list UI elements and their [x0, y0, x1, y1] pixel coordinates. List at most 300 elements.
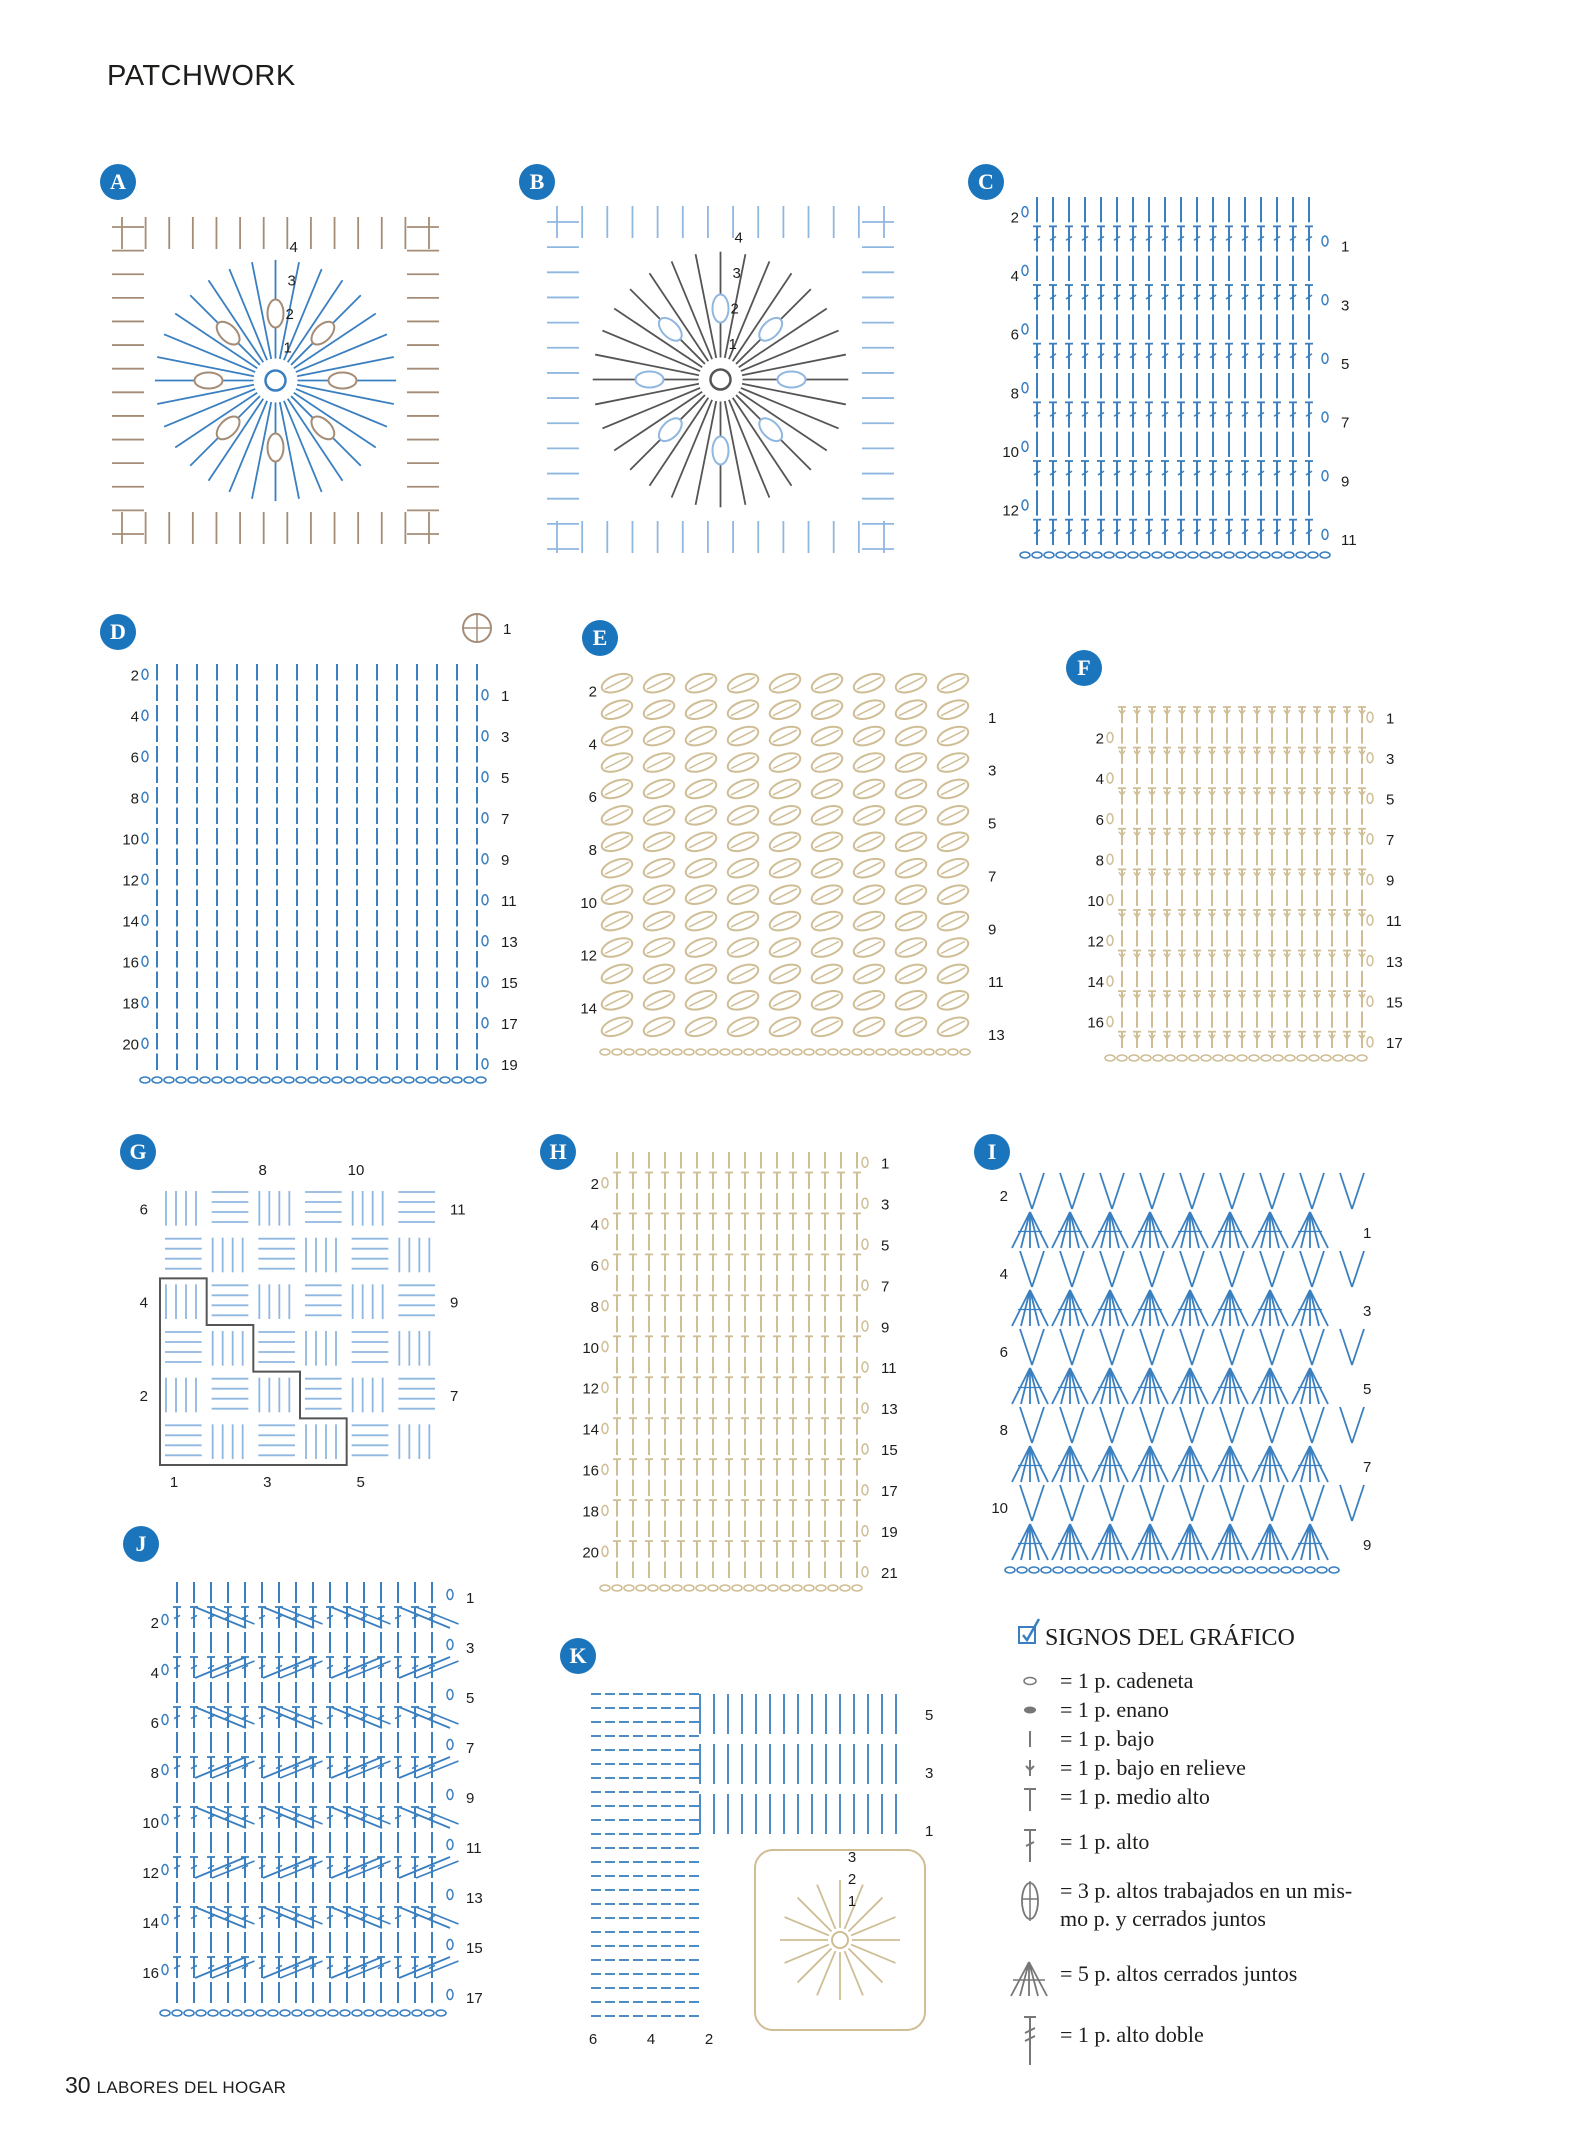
cluster-leg [1012, 1212, 1030, 1248]
diagram-k [565, 1680, 945, 2050]
cluster-leg [1141, 1524, 1150, 1560]
v-stitch [1272, 1407, 1284, 1443]
cluster-leg [1030, 1290, 1048, 1326]
cluster-leg [1061, 1368, 1070, 1404]
cluster-leg [1150, 1368, 1168, 1404]
cluster-leg [1261, 1368, 1270, 1404]
cross-stitch [348, 1861, 391, 1878]
diagram-badge-d: D [100, 614, 136, 650]
chain-stitch [1080, 552, 1090, 558]
cluster-leg [1141, 1212, 1150, 1248]
row-number-left: 2 [590, 1175, 599, 1193]
row-number-left: 8 [590, 1298, 599, 1316]
row-number-left: 6 [999, 1344, 1008, 1361]
row-number-right: 3 [1363, 1303, 1372, 1320]
stitch-row [613, 1377, 861, 1393]
round-label: 3 [847, 1849, 857, 1866]
turning-chain [1322, 295, 1328, 305]
cluster-leg [1310, 1212, 1328, 1248]
v-stitch [1260, 1407, 1272, 1443]
cluster-leg [1150, 1212, 1168, 1248]
row-number-left: 6 [139, 1201, 148, 1219]
chain-stitch [328, 2010, 338, 2016]
block-cell [212, 1192, 249, 1222]
bottom-label: 6 [588, 2031, 598, 2048]
row-number-right: 7 [501, 811, 510, 828]
round-label: 4 [289, 238, 298, 256]
puff-row [599, 882, 971, 908]
turning-chain [1367, 956, 1373, 966]
block-cell [305, 1285, 342, 1315]
puff-row [599, 961, 971, 987]
cluster-leg [1230, 1446, 1248, 1482]
chain-stitch [1137, 1567, 1147, 1573]
v-stitch [1032, 1251, 1044, 1287]
block-cell [165, 1239, 202, 1269]
turning-chain [142, 874, 148, 884]
cluster-leg [1261, 1212, 1270, 1248]
cross-stitch [348, 1761, 391, 1778]
chain-stitch [708, 1049, 718, 1055]
cluster-leg [1181, 1524, 1190, 1560]
cluster-leg [1092, 1212, 1110, 1248]
block-cell [212, 1379, 249, 1409]
v-stitch [1020, 1329, 1032, 1365]
cluster-leg [1030, 1290, 1039, 1326]
turning-chain [1367, 793, 1373, 803]
row-number-right: 5 [988, 815, 997, 833]
cluster-leg [1310, 1446, 1319, 1482]
v-stitch [1180, 1173, 1192, 1209]
puff-stitch [713, 437, 729, 465]
row-number-left: 6 [130, 749, 139, 767]
crossed-stitches [195, 1707, 459, 1728]
diagram-d [105, 612, 535, 1092]
v-stitch [1300, 1485, 1312, 1521]
stitch-row [1037, 197, 1309, 222]
cluster-leg [1190, 1368, 1199, 1404]
turning-chain [482, 690, 488, 700]
puff-row [599, 908, 971, 934]
v-stitch [1112, 1251, 1124, 1287]
turning-chain [142, 833, 148, 843]
row-number-right: 9 [1363, 1537, 1372, 1554]
chain-stitch [780, 1049, 790, 1055]
v-stitch [1112, 1173, 1124, 1209]
cluster-leg [1270, 1524, 1279, 1560]
chain-stitch [1177, 1055, 1187, 1061]
stitch-row [177, 1882, 432, 1903]
row-number-left: 16 [582, 1462, 599, 1480]
cluster-leg [1252, 1212, 1270, 1248]
stitch-row [157, 951, 477, 968]
chain-stitch [244, 2010, 254, 2016]
row-number-left: 18 [582, 1503, 599, 1521]
cluster-leg [1021, 1446, 1030, 1482]
chain-stitch [636, 1049, 646, 1055]
v-stitch [1272, 1251, 1284, 1287]
row-number-right: 7 [1386, 832, 1395, 850]
cluster-leg [1030, 1212, 1039, 1248]
chain-stitch [440, 1077, 450, 1083]
cross-stitch [212, 1661, 255, 1678]
cluster-leg [1190, 1446, 1199, 1482]
block-cell [399, 1331, 429, 1366]
stitch-post [296, 334, 387, 372]
turning-chain [447, 1740, 453, 1750]
row-number-left: 6 [590, 1257, 599, 1275]
stitch-row [1118, 707, 1366, 723]
chain-stitch [416, 1077, 426, 1083]
turning-chain [862, 1321, 868, 1331]
chain-stitch [260, 1077, 270, 1083]
row-number-right: 11 [881, 1360, 897, 1378]
cluster-leg [1110, 1290, 1119, 1326]
cluster-leg [1310, 1524, 1328, 1560]
chain-stitch [1189, 1055, 1199, 1061]
round-label: 4 [734, 229, 743, 247]
row-number-left: 10 [582, 1339, 599, 1357]
row-number-left: 2 [1010, 209, 1019, 227]
turning-chain [1107, 814, 1113, 824]
five-dc-together-symbol-icon [1007, 1960, 1052, 2000]
row-number-right: 3 [501, 729, 510, 746]
cluster-leg [1221, 1290, 1230, 1326]
stitch-row [157, 746, 477, 763]
stitch-row [617, 1152, 857, 1168]
chain-stitch [1248, 552, 1258, 558]
block-cell [352, 1239, 389, 1269]
row-number-right: 1 [925, 1823, 934, 1840]
cluster-leg [1181, 1446, 1190, 1482]
cross-stitch [212, 1807, 255, 1824]
cross-stitch [416, 1907, 459, 1924]
cluster-leg [1132, 1212, 1150, 1248]
chain-stitch [1116, 552, 1126, 558]
chain-stitch [160, 2010, 170, 2016]
block-cell [259, 1378, 289, 1413]
cross-stitch [280, 1761, 323, 1778]
page-title: PATCHWORK [107, 60, 296, 92]
chain-stitch [364, 2010, 374, 2016]
chain-stitch [1269, 1567, 1279, 1573]
chain-stitch [648, 1049, 658, 1055]
chain-stitch [1320, 552, 1330, 558]
chain-stitch [344, 1077, 354, 1083]
cluster-leg [1301, 1524, 1310, 1560]
block-cell [213, 1331, 243, 1366]
row-number-left: 10 [1087, 892, 1104, 910]
cluster-leg [1292, 1524, 1310, 1560]
turning-chain [447, 1890, 453, 1900]
crossed-stitches [195, 1607, 459, 1628]
turning-chain [162, 1965, 168, 1975]
block-cell [352, 1332, 389, 1362]
turning-chain [1107, 854, 1113, 864]
cross-stitch [348, 1707, 391, 1724]
row-number-left: 8 [588, 842, 597, 859]
v-stitch [1140, 1251, 1152, 1287]
stitch-row [157, 931, 477, 948]
chain-row [1020, 552, 1330, 558]
stitch-row [1037, 490, 1309, 515]
chain-stitch [1221, 1567, 1231, 1573]
v-stitch [1272, 1173, 1284, 1209]
stitch-post [785, 1945, 829, 1963]
block-cell [353, 1191, 383, 1226]
puff-row [599, 750, 971, 776]
cluster-leg [1141, 1368, 1150, 1404]
puff-row [599, 723, 971, 749]
turning-chain [1367, 1037, 1373, 1047]
block-cell [165, 1425, 202, 1455]
puff-row [599, 987, 971, 1013]
v-stitch [1260, 1173, 1272, 1209]
block-cell [353, 1378, 383, 1413]
cluster-leg [1132, 1290, 1150, 1326]
chain-stitch [176, 1077, 186, 1083]
v-stitch [1300, 1173, 1312, 1209]
block-cell [213, 1424, 243, 1459]
diagram-f [1070, 685, 1415, 1075]
block-cell [306, 1424, 336, 1459]
cluster-leg [1070, 1368, 1088, 1404]
stitch-post [798, 1948, 832, 1982]
stitch-post [817, 1885, 835, 1929]
stitch-row [1118, 951, 1366, 967]
row-number-right: 5 [501, 770, 510, 787]
turning-chain [862, 1198, 868, 1208]
diagram-badge-h: H [540, 1134, 576, 1170]
v-stitch [1340, 1485, 1352, 1521]
cluster-leg [1052, 1368, 1070, 1404]
v-stitch [1352, 1485, 1364, 1521]
stitch-post [817, 1951, 835, 1995]
v-stitch [1072, 1407, 1084, 1443]
turning-chain [1367, 996, 1373, 1006]
chain-stitch [428, 1077, 438, 1083]
turning-chain [1367, 915, 1373, 925]
cross-stitch [212, 1861, 255, 1878]
cluster-leg [1070, 1368, 1079, 1404]
puff-row [599, 1014, 971, 1040]
row-number-right: 7 [1341, 414, 1350, 432]
block-cell [213, 1238, 243, 1273]
row-number-right: 7 [881, 1278, 890, 1296]
chain-stitch [720, 1049, 730, 1055]
chain-stitch [840, 1585, 850, 1591]
bottom-label: 1 [169, 1474, 179, 1491]
v-stitch [1100, 1407, 1112, 1443]
chain-stitch [1281, 1567, 1291, 1573]
turning-chain [1107, 773, 1113, 783]
v-stitch [1220, 1251, 1232, 1287]
row-number-right: 3 [1341, 297, 1350, 315]
cluster-leg [1301, 1290, 1310, 1326]
turning-chain [1367, 712, 1373, 722]
v-stitch [1220, 1173, 1232, 1209]
turning-chain [602, 1546, 608, 1556]
row-number-left: 8 [999, 1422, 1008, 1439]
cluster-leg [1110, 1212, 1128, 1248]
row-number-right: 17 [501, 1016, 518, 1033]
chain-stitch [404, 1077, 414, 1083]
cluster-leg [1061, 1212, 1070, 1248]
chain-stitch [732, 1585, 742, 1591]
turning-chain [162, 1815, 168, 1825]
fan-row [1020, 1173, 1364, 1209]
chain-stitch [732, 1049, 742, 1055]
turning-chain [162, 1865, 168, 1875]
cluster-leg [1212, 1524, 1230, 1560]
chain-stitch [612, 1049, 622, 1055]
row-number-left: 16 [122, 954, 139, 972]
chain-stitch [400, 2010, 410, 2016]
cluster-leg [1301, 1446, 1310, 1482]
chain-stitch [636, 1585, 646, 1591]
cluster-leg [1110, 1290, 1128, 1326]
cluster-leg [1252, 1368, 1270, 1404]
cluster-leg [1261, 1290, 1270, 1326]
round-label: 3 [287, 272, 296, 290]
stitch-row [157, 767, 477, 784]
chain-stitch [1117, 1055, 1127, 1061]
turning-chain [482, 977, 488, 987]
page-footer [65, 2072, 286, 2099]
row-number-right: 15 [466, 1940, 483, 1957]
chain-stitch [140, 1077, 150, 1083]
v-stitch [1272, 1485, 1284, 1521]
puff-row [599, 855, 971, 881]
magic-ring [266, 371, 286, 391]
v-stitch [1100, 1251, 1112, 1287]
stitch-row [157, 849, 477, 866]
stitch-row [157, 1054, 477, 1071]
stitch-row [1118, 910, 1366, 926]
stitch-row [1033, 344, 1313, 369]
row-number-right: 5 [925, 1707, 934, 1724]
chain-stitch [412, 2010, 422, 2016]
chain-stitch [1297, 1055, 1307, 1061]
v-stitch [1100, 1173, 1112, 1209]
v-stitch [1260, 1485, 1272, 1521]
stitch-row [613, 1500, 861, 1516]
stitch-row [157, 664, 477, 681]
stitch-row [617, 1275, 857, 1291]
diagram-badge-b: B [519, 164, 555, 200]
stitch-row [157, 787, 477, 804]
stitch-row [1122, 768, 1362, 784]
cluster-leg [1310, 1368, 1319, 1404]
chain-stitch [1017, 1567, 1027, 1573]
step-outline [160, 1278, 347, 1465]
block-cell [258, 1239, 295, 1269]
cross-stitch [212, 1607, 255, 1624]
turning-chain [1107, 935, 1113, 945]
row-number-right: 9 [1386, 872, 1395, 890]
cluster-leg [1310, 1524, 1319, 1560]
cluster-leg [1190, 1524, 1199, 1560]
turning-chain [142, 915, 148, 925]
row-number-left: 12 [580, 947, 597, 965]
chain-stitch [332, 1077, 342, 1083]
row-number-right: 1 [881, 1155, 890, 1173]
stitch-post [848, 1948, 882, 1982]
row-number-left: 10 [122, 831, 139, 849]
row-number-right: 17 [1386, 1035, 1403, 1052]
v-stitch [1180, 1407, 1192, 1443]
chain-stitch [888, 1049, 898, 1055]
crossed-stitches [195, 1907, 459, 1928]
chain-stitch [476, 1077, 486, 1083]
row-number-right: 3 [881, 1196, 890, 1214]
chain-stitch [840, 1049, 850, 1055]
cluster-leg [1270, 1524, 1288, 1560]
magic-ring [711, 370, 731, 390]
row-number-right: 5 [1386, 791, 1395, 809]
fan-row [1012, 1446, 1328, 1482]
page-number: 30 [65, 2072, 91, 2098]
row-number-right: 1 [1363, 1225, 1372, 1242]
row-number-right: 9 [988, 921, 997, 939]
cluster-leg [1270, 1368, 1279, 1404]
turning-chain [602, 1260, 608, 1270]
cluster-leg [1030, 1446, 1048, 1482]
v-stitch [1232, 1485, 1244, 1521]
stitch-row [1033, 461, 1313, 486]
stitch-row [1122, 971, 1362, 987]
row-number-left: 10 [1002, 444, 1019, 461]
v-stitch [1152, 1329, 1164, 1365]
round-label: 1 [847, 1893, 857, 1910]
stitch-row [617, 1234, 857, 1250]
row-number-right: 9 [501, 852, 510, 869]
turning-chain [862, 1280, 868, 1290]
block-cell [165, 1332, 202, 1362]
row-number-left: 8 [130, 790, 139, 808]
v-stitch [1032, 1407, 1044, 1443]
row-number-right: 17 [881, 1483, 898, 1501]
turning-chain [1322, 471, 1328, 481]
v-stitch [1072, 1485, 1084, 1521]
turning-chain [1022, 207, 1028, 217]
chain-stitch [1197, 1567, 1207, 1573]
v-stitch [1060, 1251, 1072, 1287]
chain-stitch [1056, 552, 1066, 558]
chain-stitch [744, 1585, 754, 1591]
turning-chain [482, 813, 488, 823]
cluster-leg [1221, 1446, 1230, 1482]
block-cell [306, 1238, 336, 1273]
chain-stitch [1089, 1567, 1099, 1573]
row-number-right: 13 [466, 1890, 483, 1907]
v-stitch [1232, 1329, 1244, 1365]
v-stitch [1340, 1329, 1352, 1365]
chain-stitch [1245, 1567, 1255, 1573]
chain-stitch [792, 1049, 802, 1055]
chain-stitch [1041, 1567, 1051, 1573]
cluster-leg [1270, 1290, 1279, 1326]
crossed-stitches [195, 1757, 459, 1778]
turning-chain [447, 1940, 453, 1950]
turning-chain [1107, 1017, 1113, 1027]
v-stitch [1260, 1329, 1272, 1365]
v-stitch [1140, 1173, 1152, 1209]
chain-stitch [1141, 1055, 1151, 1061]
cluster-leg [1181, 1290, 1190, 1326]
cross-stitch [280, 1607, 323, 1624]
turning-chain [482, 895, 488, 905]
